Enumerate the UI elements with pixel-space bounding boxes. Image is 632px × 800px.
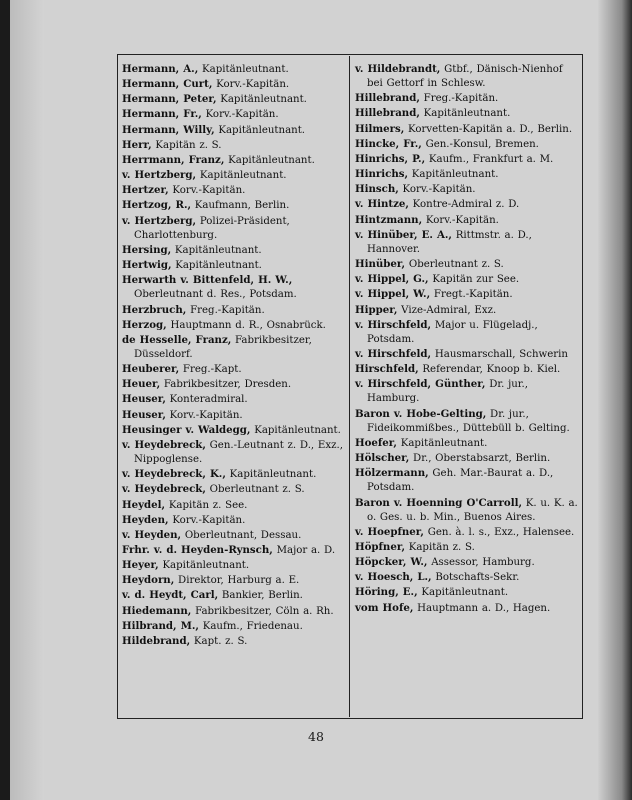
entry-name: Hincke, Fr., xyxy=(355,137,422,150)
entry-detail: Kapitän zur See. xyxy=(432,274,520,286)
entry-detail: Hauptmann a. D., Hagen. xyxy=(417,602,551,614)
directory-entry xyxy=(355,466,579,495)
entry-name: Hintzmann, xyxy=(355,213,423,226)
entry-detail: Freg.-Kapt. xyxy=(182,364,242,376)
directory-entry xyxy=(355,451,579,466)
entry-name: Heusinger v. Waldegg, xyxy=(122,423,251,436)
entry-detail: Korv.-Kapitän. xyxy=(205,109,279,121)
directory-entry xyxy=(122,273,346,302)
entry-detail: Dr. jur., Fideikommißbes., Düttebüll b. Gelting. xyxy=(367,408,570,434)
entry-detail: Korv.-Kapitän. xyxy=(169,409,243,421)
directory-entry xyxy=(122,634,346,649)
directory-entry xyxy=(122,619,346,634)
directory-entry xyxy=(122,588,346,603)
entry-detail: Direktor, Harburg a. E. xyxy=(178,575,300,587)
directory-entry xyxy=(355,601,579,616)
entry-name: vom Hofe, xyxy=(355,601,414,614)
entry-detail: Geh. Mar.-Baurat a. D., Potsdam. xyxy=(367,468,554,494)
entry-detail: Kapitänleutnant. xyxy=(229,469,317,481)
entry-detail: Polizei-Präsident, Charlottenburg. xyxy=(134,215,290,241)
directory-entry xyxy=(355,318,579,347)
entry-detail: Korv.-Kapitän. xyxy=(172,185,246,197)
directory-entry xyxy=(122,482,346,497)
entry-detail: Kapitänleutnant. xyxy=(218,124,306,136)
entry-detail: Dr., Oberstabsarzt, Berlin. xyxy=(413,453,551,465)
entry-name: Hermann, Fr., xyxy=(122,108,202,121)
directory-entry xyxy=(122,214,346,243)
entry-name: Hinrichs, P., xyxy=(355,152,426,165)
entry-detail: Oberleutnant, Dessau. xyxy=(184,529,302,541)
entry-detail: Referendar, Knoop b. Kiel. xyxy=(422,364,561,376)
directory-entry xyxy=(355,106,579,121)
entry-name: Baron v. Hoenning O'Carroll, xyxy=(355,496,522,509)
directory-entry xyxy=(122,107,346,122)
entry-detail: Kaufm., Frankfurt a. M. xyxy=(428,153,554,165)
entry-detail: Kontre-Admiral z. D. xyxy=(412,199,520,211)
directory-entry xyxy=(122,573,346,588)
entry-detail: Kapitänleutnant. xyxy=(162,560,250,572)
entry-name: v. Hoesch, L., xyxy=(355,571,432,584)
entry-detail: Korv.-Kapitän. xyxy=(402,184,476,196)
entry-name: Hilmers, xyxy=(355,122,405,135)
entry-detail: Rittmstr. a. D., Hannover. xyxy=(367,229,532,255)
entry-name: Höring, E., xyxy=(355,586,418,599)
directory-entry xyxy=(355,362,579,377)
entry-name: Herzbruch, xyxy=(122,303,187,316)
entry-detail: Kaufmann, Berlin. xyxy=(194,200,290,212)
entry-name: Hipper, xyxy=(355,303,398,316)
directory-entry xyxy=(355,540,579,555)
entry-name: v. Hirschfeld, Günther, xyxy=(355,378,486,391)
directory-entry xyxy=(355,272,579,287)
directory-entry xyxy=(355,182,579,197)
entry-detail: Kaufm., Friedenau. xyxy=(202,620,303,632)
entry-detail: Kapitänleutnant. xyxy=(174,244,262,256)
entry-name: Hoefer, xyxy=(355,436,397,449)
entry-detail: Hausmarschall, Schwerin xyxy=(434,348,568,360)
entry-detail: Kapitänleutnant. xyxy=(254,424,341,436)
directory-entry xyxy=(355,555,579,570)
entry-detail: Gen.-Konsul, Bremen. xyxy=(425,138,539,150)
directory-entry xyxy=(122,558,346,573)
entry-name: Heuer, xyxy=(122,378,161,391)
entry-detail: Kapitänleutnant. xyxy=(421,587,509,599)
directory-entry xyxy=(122,138,346,153)
entry-name: Hilbrand, M., xyxy=(122,619,199,632)
directory-entry xyxy=(122,392,346,407)
entry-detail: Kapitänleutnant. xyxy=(175,260,262,272)
entry-detail: Korv.-Kapitän. xyxy=(216,79,290,91)
entry-name: v. Hildebrandt, xyxy=(355,63,441,75)
entry-name: Hermann, A., xyxy=(122,63,199,75)
directory-entry xyxy=(122,543,346,558)
entry-detail: Fabrikbesitzer, Cöln a. Rh. xyxy=(195,605,334,617)
entry-detail: Freg.-Kapitän. xyxy=(190,304,265,316)
directory-entry xyxy=(122,423,346,438)
entry-name: v. Hertzberg, xyxy=(122,214,197,227)
entry-detail: Assessor, Hamburg. xyxy=(431,557,535,569)
entry-detail: Oberleutnant z. S. xyxy=(209,484,305,496)
directory-entry xyxy=(122,604,346,619)
entry-detail: Botschafts-Sekr. xyxy=(435,572,520,584)
directory-entry xyxy=(355,377,579,406)
entry-detail: Freg.-Kapitän. xyxy=(423,93,499,105)
entry-name: Höpfner, xyxy=(355,541,405,553)
directory-entry xyxy=(355,257,579,272)
entry-name: Hillebrand, xyxy=(355,107,420,120)
entry-detail: Konteradmiral. xyxy=(169,394,248,406)
page-gutter-shadow xyxy=(10,0,44,800)
page-number: 48 xyxy=(308,729,324,744)
entry-name: Heyer, xyxy=(122,559,159,572)
directory-entry xyxy=(122,123,346,138)
directory-entry xyxy=(122,528,346,543)
entry-name: Hölzermann, xyxy=(355,467,429,480)
left-column xyxy=(122,62,346,649)
directory-entry xyxy=(122,198,346,213)
column-divider xyxy=(349,56,350,717)
entry-name: Heydorn, xyxy=(122,574,175,587)
entry-name: Baron v. Hobe-Gelting, xyxy=(355,407,487,420)
entry-detail: Oberleutnant d. Res., Potsdam. xyxy=(134,289,297,301)
entry-detail: Fabrikbesitzer, Dresden. xyxy=(163,379,292,391)
entry-detail: Dr. jur., Hamburg. xyxy=(367,379,529,405)
entry-detail: Major u. Flügeladj., Potsdam. xyxy=(367,319,538,345)
directory-entry xyxy=(122,408,346,423)
entry-detail: Fabrikbesitzer, Düsseldorf. xyxy=(134,334,312,360)
entry-detail: Kapitänleutnant. xyxy=(220,94,307,106)
entry-name: Hiedemann, xyxy=(122,604,192,617)
entry-name: v. Hippel, G., xyxy=(355,273,429,286)
entry-name: Hertwig, xyxy=(122,259,172,272)
directory-entry xyxy=(355,62,579,91)
directory-entry xyxy=(122,92,346,107)
entry-detail: Kapitänleutnant. xyxy=(400,437,488,449)
entry-detail: Gtbf., Dänisch-Nienhof bei Gettorf in Schlesw. xyxy=(367,64,563,90)
entry-name: Hermann, Curt, xyxy=(122,78,213,91)
entry-name: v. Heyden, xyxy=(122,528,182,541)
directory-entry xyxy=(122,513,346,528)
page-edge-shadow xyxy=(598,0,632,800)
entry-name: Hinsch, xyxy=(355,183,399,196)
directory-entry xyxy=(122,153,346,168)
entry-name: Hertzog, R., xyxy=(122,199,192,212)
entry-detail: Vize-Admiral, Exz. xyxy=(401,304,497,316)
entry-name: Heuberer, xyxy=(122,363,180,376)
entry-name: v. Hintze, xyxy=(355,198,409,211)
directory-entry xyxy=(122,303,346,318)
entry-name: v. Hertzberg, xyxy=(122,169,197,182)
directory-entry xyxy=(122,168,346,183)
entry-detail: Kapt. z. S. xyxy=(193,635,248,647)
entry-detail: Kapitän z. S. xyxy=(408,542,475,553)
directory-entry xyxy=(122,467,346,482)
directory-entry xyxy=(355,436,579,451)
entry-detail: K. u. K. a. o. Ges. u. b. Min., Buenos Aires. xyxy=(367,497,578,523)
entry-name: Hermann, Peter, xyxy=(122,93,217,106)
directory-entry xyxy=(122,77,346,92)
directory-entry xyxy=(355,407,579,436)
directory-entry xyxy=(122,498,346,513)
entry-name: Heuser, xyxy=(122,408,166,421)
entry-name: v. Heydebreck, xyxy=(122,438,206,451)
entry-detail: Kapitänleutnant. xyxy=(411,169,499,181)
entry-name: Herwarth v. Bittenfeld, H. W., xyxy=(122,274,293,287)
directory-entry xyxy=(355,91,579,106)
entry-name: Hildebrand, xyxy=(122,634,191,647)
directory-entry xyxy=(355,122,579,137)
entry-name: Höpcker, W., xyxy=(355,556,428,569)
directory-entry xyxy=(122,377,346,392)
directory-entry xyxy=(355,570,579,585)
entry-detail: Kapitänleutnant. xyxy=(228,154,315,166)
entry-name: v. Hippel, W., xyxy=(355,288,431,301)
directory-entry xyxy=(122,333,346,362)
directory-entry xyxy=(355,525,579,540)
directory-entry xyxy=(355,496,579,525)
entry-name: Heyden, xyxy=(122,513,169,526)
directory-entry xyxy=(122,62,346,77)
directory-entry xyxy=(355,287,579,302)
entry-detail: Kapitänleutnant. xyxy=(423,108,511,120)
directory-entry xyxy=(355,347,579,362)
entry-name: v. Hinüber, E. A., xyxy=(355,228,452,241)
entry-name: v. Hoepfner, xyxy=(355,525,424,538)
entry-name: de Hesselle, Franz, xyxy=(122,333,232,346)
entry-name: Hertzer, xyxy=(122,184,169,197)
entry-detail: Kapitänleutnant. xyxy=(199,170,287,182)
entry-detail: Fregt.-Kapitän. xyxy=(433,289,513,301)
entry-detail: Kapitän z. S. xyxy=(155,139,222,151)
entry-detail: Kapitänleutnant. xyxy=(202,64,289,75)
entry-detail: Hauptmann d. R., Osnabrück. xyxy=(170,319,326,331)
entry-name: Herrmann, Franz, xyxy=(122,153,225,166)
entry-name: Hillebrand, xyxy=(355,92,420,105)
directory-entry xyxy=(122,438,346,467)
entry-name: v. Heydebreck, K., xyxy=(122,468,226,481)
entry-name: v. Hirschfeld, xyxy=(355,347,432,360)
entry-name: Heuser, xyxy=(122,393,166,406)
directory-entry xyxy=(355,197,579,212)
entry-name: Hinrichs, xyxy=(355,168,409,181)
entry-name: Herzog, xyxy=(122,318,167,331)
entry-name: Heydel, xyxy=(122,498,166,511)
entry-name: Hölscher, xyxy=(355,452,410,465)
entry-detail: Korvetten-Kapitän a. D., Berlin. xyxy=(408,123,573,135)
entry-detail: Gen. à. l. s., Exz., Halensee. xyxy=(427,526,575,538)
entry-detail: Korv.-Kapitän. xyxy=(425,214,499,226)
entry-name: Herr, xyxy=(122,138,152,151)
directory-entry xyxy=(355,137,579,152)
entry-name: Hinüber, xyxy=(355,258,406,271)
entry-name: Frhr. v. d. Heyden-Rynsch, xyxy=(122,544,273,556)
entry-name: v. Hirschfeld, xyxy=(355,318,432,331)
entry-name: Hermann, Willy, xyxy=(122,123,215,136)
directory-entry xyxy=(355,152,579,167)
entry-detail: Gen.-Leutnant z. D., Exz., Nippoglense. xyxy=(134,439,343,466)
directory-entry xyxy=(355,303,579,318)
entry-name: v. Heydebreck, xyxy=(122,483,206,496)
entry-detail: Korv.-Kapitän. xyxy=(172,514,246,526)
directory-entry xyxy=(355,585,579,600)
right-column xyxy=(355,62,579,616)
directory-entry xyxy=(122,183,346,198)
entry-detail: Oberleutnant z. S. xyxy=(408,259,504,271)
entry-name: v. d. Heydt, Carl, xyxy=(122,589,219,602)
directory-entry xyxy=(355,167,579,182)
directory-entry xyxy=(122,243,346,258)
entry-name: Hersing, xyxy=(122,243,172,256)
directory-entry xyxy=(122,362,346,377)
entry-name: Hirschfeld, xyxy=(355,363,419,376)
directory-entry xyxy=(355,213,579,228)
directory-entry xyxy=(122,258,346,273)
entry-detail: Kapitän z. See. xyxy=(168,499,248,511)
entry-detail: Bankier, Berlin. xyxy=(221,590,303,602)
directory-entry xyxy=(355,228,579,257)
entry-detail: Major a. D. xyxy=(276,545,336,556)
directory-entry xyxy=(122,318,346,333)
